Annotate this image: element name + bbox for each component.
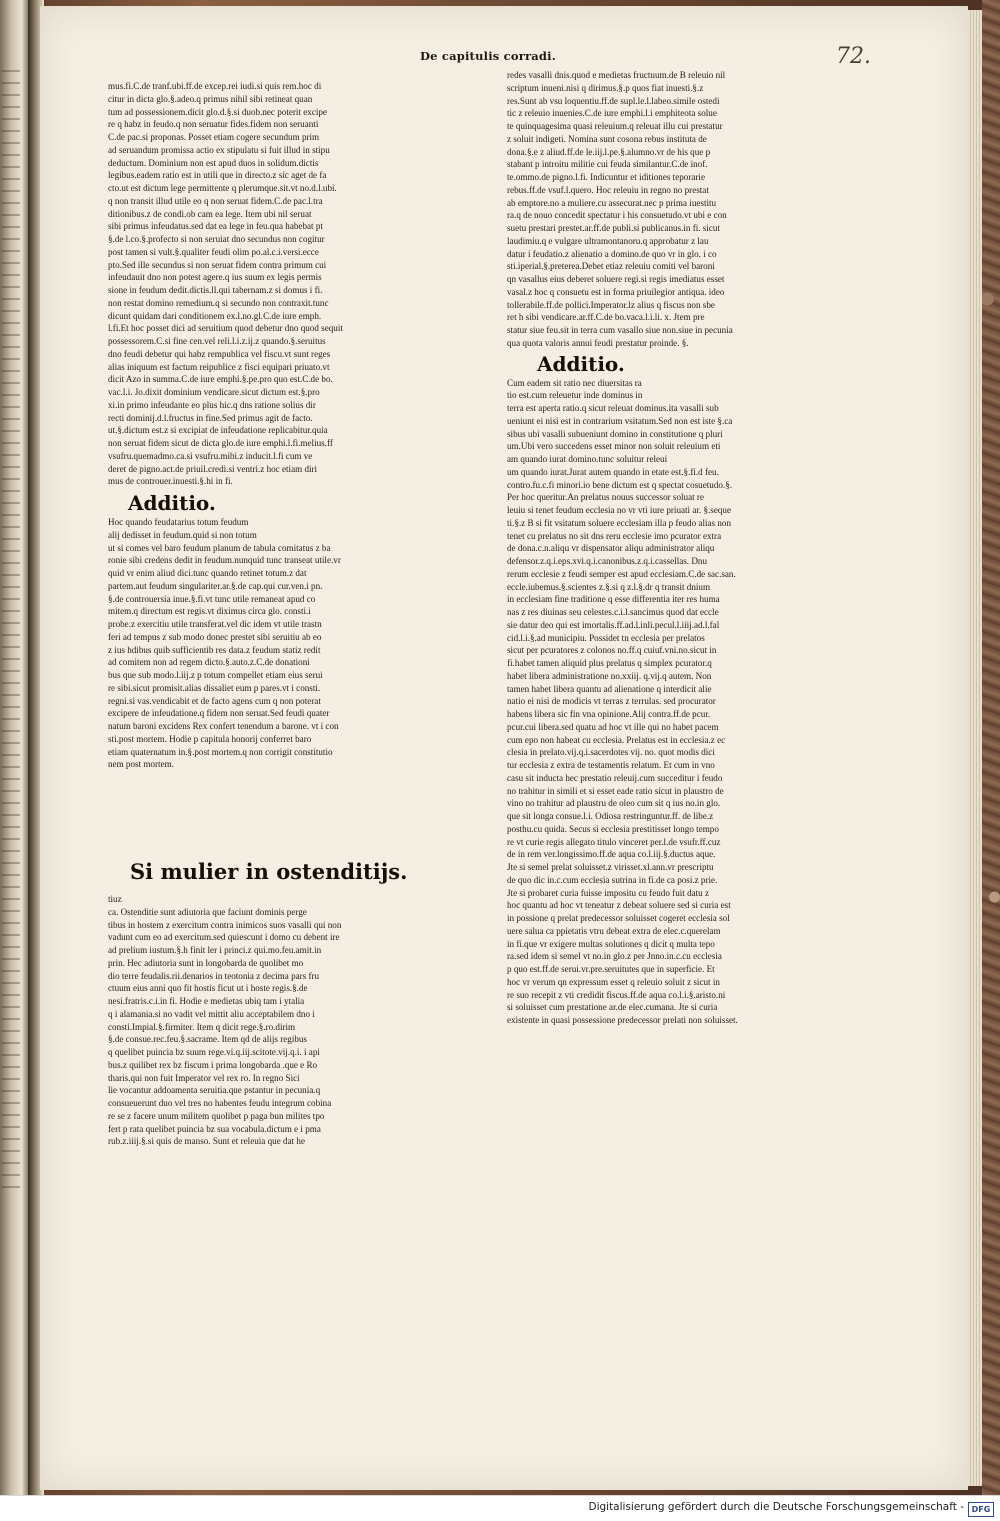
text-line: am quando iurat domino.tunc soluitur releui xyxy=(507,454,668,464)
text-line: q quelibet puincia bz suum rege.vi.q.iij.scitote.vij.q.i. i api xyxy=(108,1047,320,1057)
text-line: mitem.q directum est regis.vt diximus circa glo. consti.i xyxy=(108,606,311,617)
text-line: que sit longa consue.l.i. Odiosa restringuntur.ff. de libe.z xyxy=(507,811,714,821)
text-line: Hoc quando feudatarius totum feudum xyxy=(108,517,249,527)
left-column-bottom xyxy=(108,893,433,1148)
text-line: feri ad tempus z sub modo donec prestet sibi seruitiu ab eo xyxy=(108,631,322,642)
text-line: alij dedisset in feudum.quid si non totum xyxy=(108,529,257,540)
text-line: rub.z.iiij.§.si quis de manso. Sunt et releuia que dat he xyxy=(108,1136,305,1147)
si-mulier-heading: Si mulier in ostenditijs. xyxy=(130,859,408,884)
text-line: nem post mortem. xyxy=(108,759,174,770)
text-line: legibus.eadem ratio est in utili que in directo.z sic aget de fa xyxy=(108,170,327,181)
text-line: non restat domino remedium.q si secundo non contraxit.tunc xyxy=(108,297,329,308)
text-line: citur in dicta glo.§.adeo.q primus nihil sibi retineat quan xyxy=(108,93,313,104)
text-line: Cum eadem sit ratio nec diuersitas ra xyxy=(507,377,642,388)
text-line: re q habz in feudo.q non seruatur fides.fidem non seruanti xyxy=(108,119,319,130)
text-line: uere salua ca ppietatis vtru debeat extra de elec.c.querelam xyxy=(507,925,721,936)
text-line: in ecclesiam fine traditione q esse differentia iter res huma xyxy=(507,594,720,605)
folio-number: 72. xyxy=(836,44,871,69)
left-column-top xyxy=(108,80,433,771)
right-column-lines-top xyxy=(507,69,837,350)
text-line: lie vocantur addoamenta seruitia.que pstantur in pecunia.q xyxy=(108,1085,321,1096)
text-line: tibus in hostem z exercitum contra inimicos suos vasalli qui non xyxy=(108,919,342,930)
text-line: datur i feudatio.z alienatio a domino.de quo vr in glo. i co xyxy=(507,248,717,259)
text-line: posthu.cu quida. Secus si ecclesia prestitisset longo tempo xyxy=(507,823,719,834)
text-line: casu sit inducta hec prestatio releuij.cum succeditur i feudo xyxy=(507,772,723,783)
text-line: rerum ecclesie z feudi semper est apud ecclesiam.C.de sac.san. xyxy=(507,568,736,579)
text-line: statur siue feu.sit in terra cum vasallo siue non.siue in pecunia xyxy=(507,325,733,335)
text-line: habens libera sic fin vna opinione.Alij contra.ff.de pcur. xyxy=(507,709,711,719)
text-line: post tamen si vult.§.qualiter feudi olim po.al.c.i.versi.ecce xyxy=(108,246,319,257)
text-line: xi.in primo infeudante eo plus hic.q dns ratione solius dir xyxy=(108,399,316,410)
running-head: De capitulis corradi. xyxy=(420,49,556,63)
text-line: ra.q de nouo concedit spectatur i his consuetudo.vt ubi e con xyxy=(507,210,727,221)
text-line: stabant p introitu militie cui feuda similantur.C.de inof. xyxy=(507,159,708,170)
text-line: ad seruandum promissa actio ex stipulatu si fuit illud in stipu xyxy=(108,144,330,155)
text-line: tio est.cum releuetur inde dominus in xyxy=(507,390,643,401)
text-line: redes vasalli dnis.quod e medietas fructuum.de B releuio nil xyxy=(507,70,726,80)
text-line: ctuum eius anni quo fit hostis ficut ut i hoste regis.§.de xyxy=(108,983,308,994)
text-line: tenet cu prelatus no sit dns reru ecclesie imo pcurator extra xyxy=(507,530,722,541)
text-line: consti.Impial.§.firmiter. Item q dicit rege.§.ro.dirim xyxy=(108,1021,296,1032)
text-line: de quo dic in.c.cum ecclesia sutrina in fi.de ca posi.z prie. xyxy=(507,874,718,885)
text-line: eccle.iubemus.§.scientes z.§.si q z.l.§.dr q transit dnium xyxy=(507,581,711,592)
text-line: dio terre feudalis.rii.denarios in teotonia z decima pars fru xyxy=(108,970,320,981)
text-line: alias iniquum est factum reipublice z fisci equipari priuato.vt xyxy=(108,361,330,372)
text-line: dona.§.e z aliud.ff.de le.iij.l.pe.§.alumno.vr de his que p xyxy=(507,146,711,157)
dfg-logo: DFG xyxy=(968,1502,994,1517)
text-line: deductum. Dominium non est apud duos in solidum.dictis xyxy=(108,157,319,168)
text-line: ditionibus.z de condi.ob cam ea lege. Item ubi nil seruat xyxy=(108,208,312,219)
left-column-lines-top xyxy=(108,80,433,488)
text-line: recti dominij.d.l.fructus in fine.Sed primus agit de facto. xyxy=(108,412,313,423)
text-line: res.Sunt ab vsu loquentiu.ff.de supl.le.l.labeo.simile ostedi xyxy=(507,95,720,106)
text-line: Per hoc queritur.An prelatus nouus successor soluat re xyxy=(507,492,704,503)
page-stack-edge xyxy=(968,10,982,1486)
text-line: cto.ut est dictum lege permittente q plerumque.sit.vt no.d.l.ubi. xyxy=(108,183,337,193)
text-line: fert p rata quelibet puincia bz sua vocabula.dictum e i pma xyxy=(108,1123,321,1134)
text-line: um quando iurat.Jurat autem quando in etate est.§.fi.d feu. xyxy=(507,466,719,477)
text-line: dicit Azo in summa.C.de iure emphi.§.pe.pro quo est.C.de bo. xyxy=(108,374,333,385)
text-line: dno feudi debetur qui habz rempublica vel fiscu.vt sunt reges xyxy=(108,348,331,359)
addition-heading-right: Additio. xyxy=(537,351,625,376)
text-line: rebus.ff.de vsuf.l.quero. Hoc releuiu in regno no prestat xyxy=(507,184,709,195)
text-line: bus que sub modo.l.iij.z p totum compellet etiam eius serui xyxy=(108,670,323,680)
text-line: habet libera administratione no.xxiij. q.vij.q autem. Non xyxy=(507,670,712,681)
right-column-lines-after-addition xyxy=(507,377,837,1027)
left-column-lines-after-addition xyxy=(108,516,433,771)
text-line: sti.post mortem. Hodie p capitula honorij conferret baro xyxy=(108,733,312,744)
text-line: nesi.fratris.c.i.in fi. Hodie e medietas ubiq tam i ytalia xyxy=(108,996,305,1006)
text-line: §.de consue.rec.feu.§.sacrame. Item qd de alijs regibus xyxy=(108,1034,307,1045)
text-line: non seruat fidem sicut de dicta glo.de iure emphi.l.fi.melius.ff xyxy=(108,438,333,448)
text-line: vasal.z hoc q consuetu est in forma priuilegior antiqua. ideo xyxy=(507,286,725,297)
text-line: hoc vr verum qn expressum esset q releuio soluit z sicut in xyxy=(507,976,720,987)
text-line: mus.fi.C.de tranf.ubi.ff.de excep.rei iudi.si quis rem.hoc di xyxy=(108,81,322,91)
facing-page-text-fragments xyxy=(2,70,20,1190)
text-line: in fi.que vr exigere multas solutiones q dicit q multa tepo xyxy=(507,938,715,949)
text-line: q non transit illud utile eo q non seruat fidem.C.de pac.l.tra xyxy=(108,195,323,206)
text-line: Jte si probaret curia fuisse impositu cu feudo fuit datu z xyxy=(507,887,710,898)
text-line: infeudauit dno non potest agere.q ius suum ex legis permis xyxy=(108,272,322,283)
text-line: re se z facere unum militem quolibet p paga bun milites tpo xyxy=(108,1110,325,1121)
text-line: tollerabile.ff.de pollici.Imperator.lz alius q fiscus non sbe xyxy=(507,299,715,310)
marbled-cover-edge xyxy=(982,0,1000,1495)
text-line: p quo est.ff.de serui.vr.pre.seruitutes que in superficie. Et xyxy=(507,964,715,974)
text-line: vino no trahitur ad plaustru de oleo cum sit q ius no.in glo. xyxy=(507,798,721,809)
text-line: vadunt cum eo ad exercitum.sed quiescunt i domo cu debent ire xyxy=(108,932,340,943)
text-line: ra.sed idem si semel vt no.in glo.z per Jnno.in.c.cu ecclesia xyxy=(507,951,722,962)
text-line: te quinquagesima quasi releuium.q releuat illu cui prestatur xyxy=(507,121,723,131)
text-line: de dona.c.n.aliqu vr dispensator aliqu administrator aliqu xyxy=(507,543,715,554)
text-line: dicunt quidam dari conditionem ex.l.no.gl.C.de iure emph. xyxy=(108,310,322,321)
text-line: de in rem ver.longissimo.ff.de aqua co.l.iij.§.ductus aque. xyxy=(507,849,716,860)
text-line: z ius hdibus quib sufficientib res data.z feudum statiz redit xyxy=(108,644,321,655)
left-column-lines-bottom xyxy=(108,893,433,1148)
text-line: leuiu si tenet feudum ecclesia no vr vti iure priuati ar. §.seque xyxy=(507,505,731,515)
text-line: ret h sibi vendicare.ar.ff.C.de bo.vaca.l.i.li. x. Jtem pre xyxy=(507,312,705,323)
text-line: natio ei nisi de modicis vt terras z terrulas. sed procurator xyxy=(507,696,716,707)
text-line: re sibi.sicut promisit.alias dissaliet eum p pares.vt i consti. xyxy=(108,682,321,693)
text-line: sione in feudum dedit.dictis.ll.qui tabernam.z si domus i fi. xyxy=(108,285,323,295)
text-line: sicut per pcuratores z colonos no.ff.q cuiuf.vni.no.sicut in xyxy=(507,645,717,656)
text-line: re vt curie regis allegato titulo vinceret per.l.de vsufr.ff.cuz xyxy=(507,836,721,847)
text-line: nas z res diuinas seu celestes.c.i.l.sancimus quod dat eccle xyxy=(507,607,719,617)
text-line: §.de l.co.§.profecto si non seruiat dno secundus non cogitur xyxy=(108,234,325,244)
text-line: sibus ubi vasalli subueniunt domino in constitutione q pluri xyxy=(507,428,723,439)
text-line: ronie sibi credens dedit in feudum.nunquid tunc transeat utile.vr xyxy=(108,555,341,566)
text-line: te.ommo.de pigno.l.fi. Indicuntur et iditiones teporarie xyxy=(507,172,705,182)
text-line: um.Ubi vero succedens esset minor non soluit releuium eti xyxy=(507,441,721,452)
text-line: z soluit indigeti. Nomina sunt cosona rebus instituta de xyxy=(507,133,707,144)
text-line: in possione q prelat predecessor soluisset cogeret ecclesia sol xyxy=(507,913,730,923)
text-line: scriptum inueni.nisi q dirimus.§.p quos fiat inuesti.§.z xyxy=(507,82,704,93)
text-line: bus.z quilibet rex bz fiscum i prima longobarda .que e Ro xyxy=(108,1059,318,1070)
text-line: ti.§.z B si fit vsitatum soluere ecclesiam illa p feudo alias non xyxy=(507,517,732,528)
text-line: tiuz xyxy=(108,894,122,904)
text-line: contro.fu.c.fi minori.io bene dictum est q spectat cosuetudo.§. xyxy=(507,479,733,490)
text-line: excipere de infeudatione.q fidem non seruat.Sed feudi quater xyxy=(108,708,330,719)
text-line: existente in quasi possessione predecessor prelati non soluisset. xyxy=(507,1015,738,1025)
text-line: laudimiu.q e vulgare ultramontanoru.q approbatur z lau xyxy=(507,235,709,246)
text-line: ut.§.dictum est.z si excipiat de infeudatione replicabitur.quia xyxy=(108,425,328,436)
text-line: mus de controuer.inuesti.§.hi in fi. xyxy=(108,476,233,487)
right-column xyxy=(507,69,837,1027)
text-line: re suo recepit z vti credidit fiscus.ff.de aqua co.l.i.§.aristo.ni xyxy=(507,989,726,1000)
text-line: pto.Sed ille secundus si non seruat fidem contra primum cui xyxy=(108,259,327,270)
text-line: hoc quantu ad hoc vt teneatur z debeat soluere sed si curia est xyxy=(507,900,731,911)
text-line: tamen habet libera quantu ad alienatione q interdicit alie xyxy=(507,683,712,694)
text-line: ca. Ostenditie sunt adiutoria que faciunt dominis perge xyxy=(108,906,307,917)
text-line: prin. Hec adiutoria sunt in longobarda de quolibet mo xyxy=(108,957,304,968)
text-line: tharis.qui non fuit Imperator vel rex ro. In regno Sici xyxy=(108,1072,300,1083)
text-line: Jte si semel prelat soluisset.z virisset.xl.ann.vr prescriptu xyxy=(507,862,714,872)
text-line: vac.l.i. Jo.dixit dominium vendicare.sicut dictum est.§.pro xyxy=(108,387,320,397)
text-line: §.de controuersia inue.§.fi.vt tunc utile remaneat apud co xyxy=(108,593,316,604)
text-line: ueniunt ei nisi est in contrarium vsitatum.Sed non est iste §.ca xyxy=(507,415,733,426)
text-line: tum ad possessionem.dicit glo.d.§.si duob.nec poterit excipe xyxy=(108,106,327,117)
text-line: terra est aperta ratio.q sicut releuat dominus.ita vasalli sub xyxy=(507,403,719,413)
funding-notice: Digitalisierung gefördert durch die Deutsche Forschungsgemeinschaft - xyxy=(588,1501,964,1513)
text-line: tic z releuio inuenies.C.de iure emphi.l.i emphiteota solue xyxy=(507,108,717,119)
text-line: clesia in prelato.vij.q.i.sacerdotes vij. no. quot modis dici xyxy=(507,747,715,758)
text-line: ad comitem non ad regem dicto.§.auto.z.C.de donationi xyxy=(108,657,310,668)
text-line: deret de pigno.act.de priuil.credi.si ventri.z hoc etiam diri xyxy=(108,463,318,474)
text-line: etiam quaternatum in.§.post mortem.q non corrigit constitutio xyxy=(108,746,333,757)
text-line: natum baroni excidens Rex confert tenendum a barone. vt i con xyxy=(108,721,339,731)
text-line: q i alamania.si no vadit vel mittit aliu acceptabilem dno i xyxy=(108,1008,315,1019)
text-line: probe.z exercitiu utile transferat.vel dic idem vt utile trastn xyxy=(108,619,322,629)
text-line: suetu prestari prestet.ar.ff.de publi.si publicanus.in fi. sicut xyxy=(507,223,720,233)
text-line: cid.l.i.§.ad municipiu. Possidet tn ecclesia per prelatos xyxy=(507,632,705,643)
text-line: C.de pac.si proponas. Posset etiam cogere secundum prim xyxy=(108,132,320,142)
digitization-footer xyxy=(0,1495,1000,1521)
text-line: defensor.z.q.i.eps.xvi.q.i.canonibus.z.q.i.cassellas. Dnu xyxy=(507,556,708,566)
text-line: fi.habet tamen aliquid plus prelatus q simplex pcurator.q xyxy=(507,658,712,668)
text-line: quid vr enim aliud dici.tunc quando retinet totum.z dat xyxy=(108,568,307,578)
text-line: pcur.cui libera.sed quatu ad hoc vt ille qui no habet pacem xyxy=(507,721,719,732)
text-line: sie datur deo qui est imortalis.ff.ad.l.inli.pecul.l.iiij.ad.l.fal xyxy=(507,619,720,630)
text-line: sibi primus infeudatus.sed dat ea lege in feu.qua habebat pt xyxy=(108,221,323,232)
text-line: qua quota valoris annui feudi prestatur proinde. §. xyxy=(507,337,689,348)
text-line: si soluisset cum prestatione ar.de elec.cumana. Jte si curia xyxy=(507,1002,718,1013)
text-line: qn vasallus eius deberet soluere regi.si regis imediatus esset xyxy=(507,274,725,284)
text-line: l.fi.Et hoc posset dici ad seruitium quod debetur dno quod sequit xyxy=(108,323,343,334)
text-line: partem.aut feudum singulariter.ar.§.de cap.qui cur.ven.i pn. xyxy=(108,580,323,591)
facing-page-edge xyxy=(0,0,28,1495)
addition-heading-left: Additio. xyxy=(128,491,216,515)
text-line: consueuerunt duo vel tres no habentes feudu integrum cobina xyxy=(108,1098,332,1108)
text-line: vsufru.quemadmo.ca.si vsufru.mibi.z inducit.l.fi cum ve xyxy=(108,450,313,461)
text-line: no trahitur in simili et si esset eade ratio sicut in plaustro de xyxy=(507,785,724,796)
text-line: ab emptore.no a muliere.cu assecurat.nec p prima iuestitu xyxy=(507,197,717,208)
text-line: regni.si vas.vendicabit et de facto agens cum q non poterat xyxy=(108,695,321,706)
text-line: ad prelium iustum.§.h finit ler i princi.z qui.mo.feu.amit.in xyxy=(108,945,322,955)
text-line: sti.iperial.§.preterea.Debet etiaz releuiu comiti vel baroni xyxy=(507,261,715,272)
text-line: tur ecclesia z extra de testamentis relatum. Et cum in vno xyxy=(507,760,715,770)
text-line: possessorem.C.si fine cen.vel reli.l.i.z.ij.z quando.§.seruitus xyxy=(108,336,326,346)
text-line: cum epo non habeat cu ecclesia. Prelatus est in ecclesia.z ec xyxy=(507,734,726,745)
text-line: ut si comes vel baro feudum planum de tabula comitatus z ba xyxy=(108,542,331,553)
